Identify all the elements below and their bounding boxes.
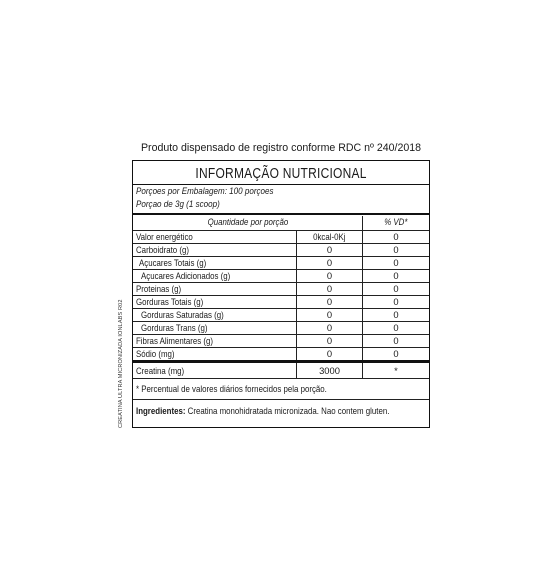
nutrient-value: 0 bbox=[297, 348, 363, 360]
nutrient-value: 0 bbox=[297, 296, 363, 308]
nutrient-value: 0 bbox=[297, 244, 363, 256]
table-row bbox=[133, 321, 429, 334]
ingredients-text: Creatina monohidratada micronizada. Nao contem gluten. bbox=[185, 405, 390, 416]
quantity-header: Quantidade por porção bbox=[133, 216, 363, 230]
nutrient-value: 0 bbox=[297, 322, 363, 334]
nutrient-value: 0 bbox=[297, 283, 363, 295]
nutrient-name: Fibras Alimentares (g) bbox=[133, 335, 297, 347]
creatine-value: 3000 bbox=[297, 363, 363, 378]
table-row bbox=[133, 256, 429, 269]
nutrient-dv: 0 bbox=[393, 348, 399, 359]
creatine-row bbox=[133, 363, 429, 379]
table-row bbox=[133, 347, 429, 360]
nutrient-dv: 0 bbox=[393, 322, 399, 333]
nutrient-name: Carboidrato (g) bbox=[133, 244, 297, 256]
serving-size-text: Porçao de 3g (1 scoop) bbox=[136, 199, 220, 210]
servings-per-package-text: Porçoes por Embalagem: 100 porçoes bbox=[136, 186, 274, 197]
nutrient-dv: 0 bbox=[393, 283, 399, 294]
table-row bbox=[133, 295, 429, 308]
nutrient-dv: 0 bbox=[393, 257, 399, 268]
dv-header: % VD* bbox=[384, 216, 408, 227]
table-row bbox=[133, 230, 429, 243]
nutrient-name: Açucares Adicionados (g) bbox=[133, 270, 297, 282]
nutrient-dv: 0 bbox=[393, 270, 399, 281]
nutrient-name: Proteinas (g) bbox=[133, 283, 297, 295]
ingredients-label: Ingredientes: bbox=[136, 405, 186, 416]
nutrition-table bbox=[133, 216, 429, 426]
table-row bbox=[133, 269, 429, 282]
nutrient-name: Gorduras Totais (g) bbox=[133, 296, 297, 308]
nutrient-name: Valor energético bbox=[133, 231, 297, 243]
creatine-name: Creatina (mg) bbox=[133, 363, 297, 378]
table-header-row bbox=[133, 216, 429, 230]
registration-note: Produto dispensado de registro conforme RDC nº 240/2018 bbox=[140, 142, 422, 154]
nutrient-value: 0 bbox=[297, 257, 363, 269]
nutrient-value: 0 bbox=[297, 270, 363, 282]
nutrition-facts-panel bbox=[132, 160, 430, 428]
dv-footnote: * Percentual de valores diários fornecidos pela porção. bbox=[133, 379, 429, 400]
nutrient-value: 0kcal-0Kj bbox=[297, 231, 363, 243]
panel-title bbox=[133, 164, 429, 184]
servings-per-package bbox=[136, 186, 300, 198]
nutrient-dv: 0 bbox=[393, 335, 399, 346]
nutrient-name: Açucares Totais (g) bbox=[133, 257, 297, 269]
table-row bbox=[133, 334, 429, 347]
ingredients bbox=[133, 400, 429, 426]
nutrient-dv: 0 bbox=[393, 296, 399, 307]
nutrient-value: 0 bbox=[297, 335, 363, 347]
serving-size bbox=[136, 199, 236, 211]
nutrient-value: 0 bbox=[297, 309, 363, 321]
nutrient-dv: 0 bbox=[393, 231, 399, 242]
creatine-dv: * bbox=[394, 365, 398, 376]
thick-divider bbox=[133, 213, 429, 215]
nutrient-dv: 0 bbox=[393, 244, 399, 255]
table-row bbox=[133, 308, 429, 321]
panel-title-text: INFORMAÇÃO NUTRICIONAL bbox=[195, 165, 367, 182]
table-row bbox=[133, 243, 429, 256]
nutrient-dv: 0 bbox=[393, 309, 399, 320]
nutrient-name: Gorduras Saturadas (g) bbox=[133, 309, 297, 321]
side-print-code: CREATINA ULTRA MICRONIZADA IONLABS R02 bbox=[118, 299, 124, 428]
table-row bbox=[133, 282, 429, 295]
title-divider bbox=[133, 184, 429, 185]
nutrient-name: Sódio (mg) bbox=[133, 348, 297, 360]
nutrient-name: Gorduras Trans (g) bbox=[133, 322, 297, 334]
